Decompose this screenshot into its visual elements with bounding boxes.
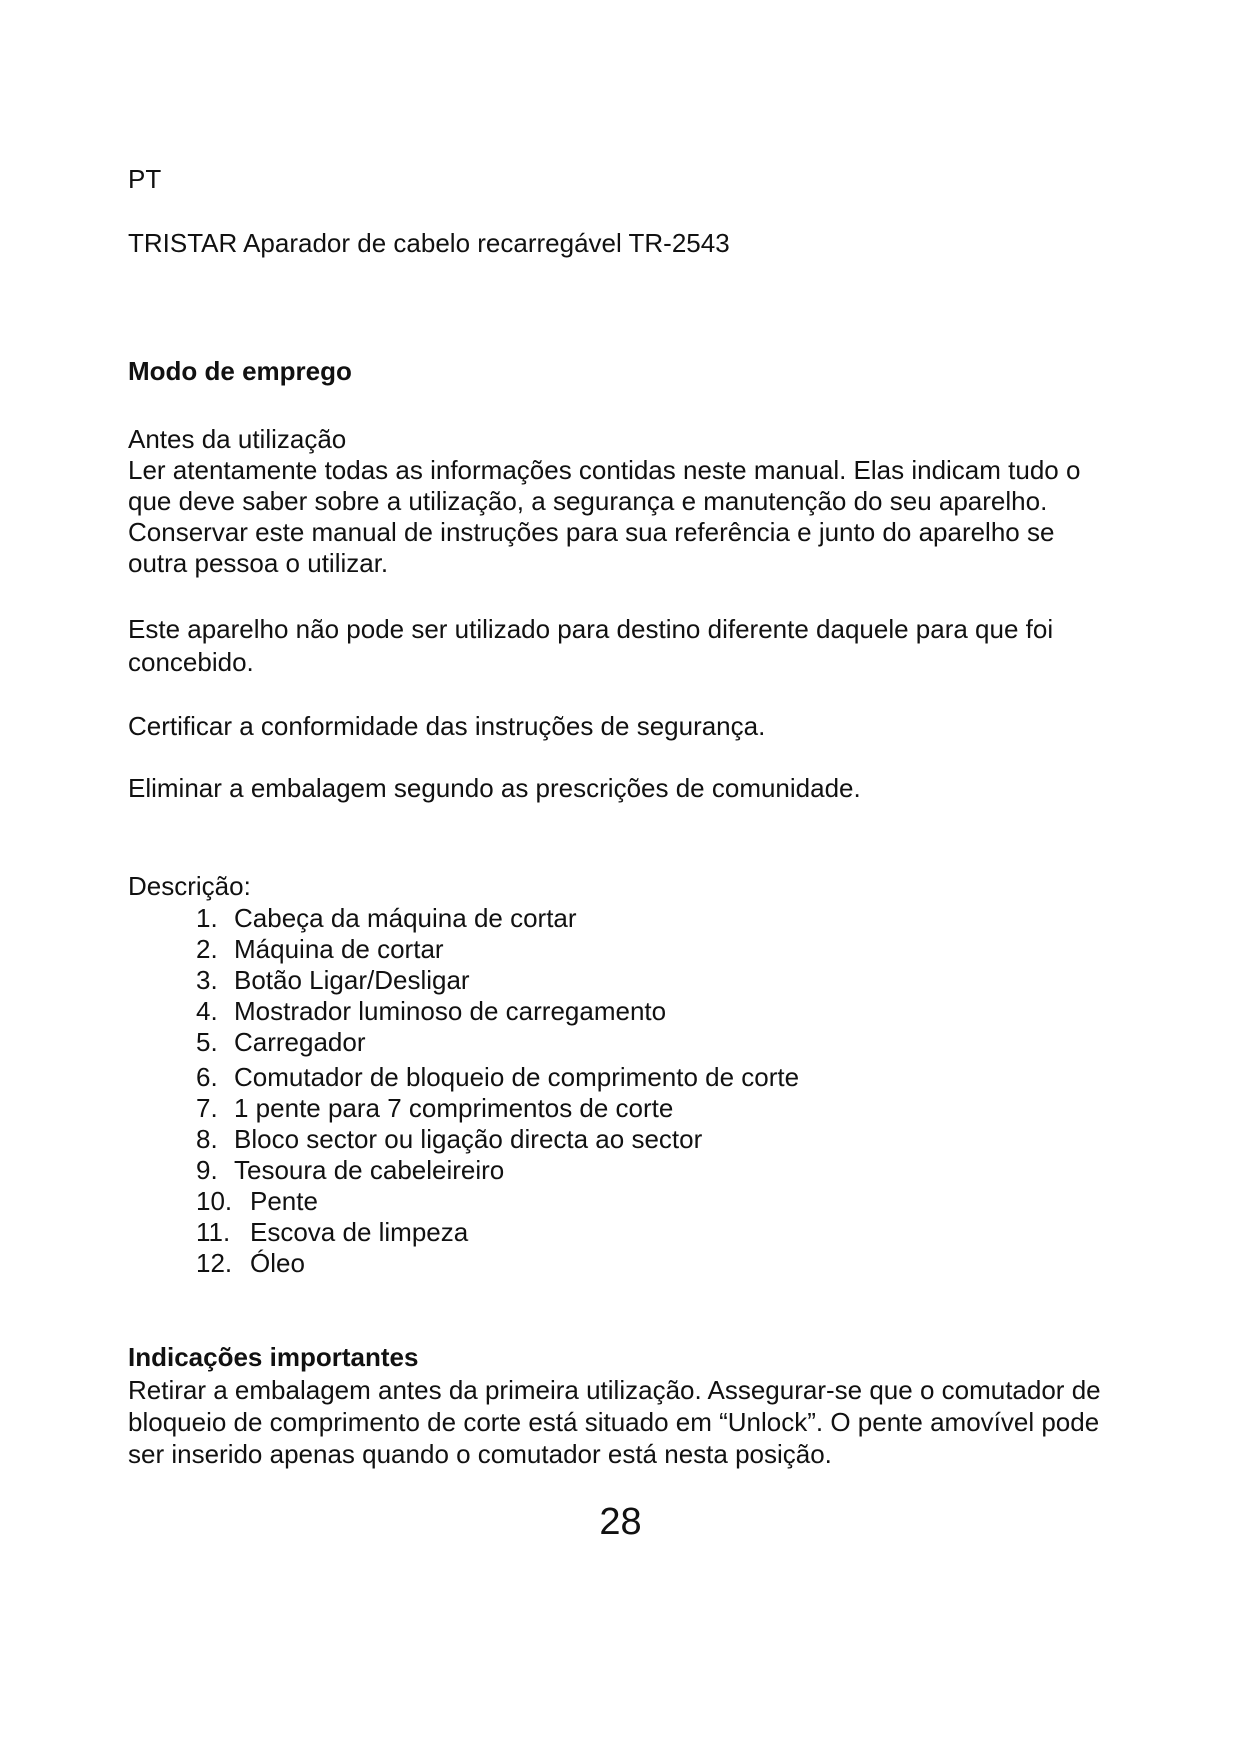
intended-use-paragraph: Este aparelho não pode ser utilizado para destino diferente daquele para que foi concebido. <box>128 614 1054 677</box>
page-number: 28 <box>599 1501 642 1543</box>
document-title: TRISTAR Aparador de cabelo recarregável TR-2543 <box>128 228 730 258</box>
list-item <box>128 934 1028 965</box>
list-item-number: 8. <box>196 1124 218 1154</box>
list-item-text: Escova de limpeza <box>250 1217 469 1247</box>
list-item-number: 12. <box>196 1248 233 1278</box>
list-item-number: 11. <box>196 1217 231 1247</box>
parts-list <box>128 903 1028 1279</box>
list-item-text: Cabeça da máquina de cortar <box>234 903 577 933</box>
list-item <box>128 1124 1028 1155</box>
list-item-number: 1. <box>196 903 218 933</box>
list-item <box>128 1217 1028 1248</box>
before-use-subheading: Antes da utilização <box>128 424 347 454</box>
list-item <box>128 1062 1028 1093</box>
list-item-text: 1 pente para 7 comprimentos de corte <box>234 1093 674 1123</box>
list-item-text: Carregador <box>234 1027 366 1057</box>
safety-paragraph: Certificar a conformidade das instruções de segurança. <box>128 711 766 741</box>
list-item-number: 3. <box>196 965 218 995</box>
list-item-text: Mostrador luminoso de carregamento <box>234 996 667 1026</box>
list-item <box>128 965 1028 996</box>
list-item-text: Bloco sector ou ligação directa ao sector <box>234 1124 703 1154</box>
list-item-text: Óleo <box>250 1248 305 1278</box>
important-notes-paragraph: Retirar a embalagem antes da primeira utilização. Assegurar-se que o comutador de bloqueio de comprimento de corte está situado em “Unlock”. O pente amovível pode ser inserido apenas quando o comutador está nesta posição. <box>128 1375 1101 1469</box>
list-item-number: 2. <box>196 934 218 964</box>
list-item <box>128 903 1028 934</box>
list-item <box>128 1186 1028 1217</box>
list-item <box>128 1155 1028 1186</box>
list-item <box>128 996 1028 1027</box>
section-heading-indicacoes-importantes: Indicações importantes <box>128 1342 419 1372</box>
list-item-number: 4. <box>196 996 218 1026</box>
intro-paragraph: Ler atentamente todas as informações contidas neste manual. Elas indicam tudo o que deve saber sobre a utilização, a segurança e manutenção do seu aparelho. Conservar este manual de instruções para sua referência e junto do aparelho se outra pessoa o utilizar. <box>128 455 1081 578</box>
list-item <box>128 1027 1028 1058</box>
list-item-text: Comutador de bloqueio de comprimento de corte <box>234 1062 800 1092</box>
list-item-number: 5. <box>196 1027 218 1057</box>
list-item-number: 9. <box>196 1155 218 1185</box>
disposal-paragraph: Eliminar a embalagem segundo as prescrições de comunidade. <box>128 773 861 803</box>
list-item-number: 6. <box>196 1062 218 1092</box>
list-item-number: 7. <box>196 1093 218 1123</box>
list-item <box>128 1093 1028 1124</box>
list-item-text: Botão Ligar/Desligar <box>234 965 470 995</box>
before-use-block <box>128 424 1118 579</box>
description-label: Descrição: <box>128 871 251 901</box>
list-item-text: Máquina de cortar <box>234 934 444 964</box>
section-heading-modo-de-emprego: Modo de emprego <box>128 356 352 386</box>
list-item-number: 10. <box>196 1186 233 1216</box>
list-item-text: Tesoura de cabeleireiro <box>234 1155 505 1185</box>
language-code: PT <box>128 164 162 194</box>
list-item <box>128 1248 1028 1279</box>
list-item-text: Pente <box>250 1186 318 1216</box>
